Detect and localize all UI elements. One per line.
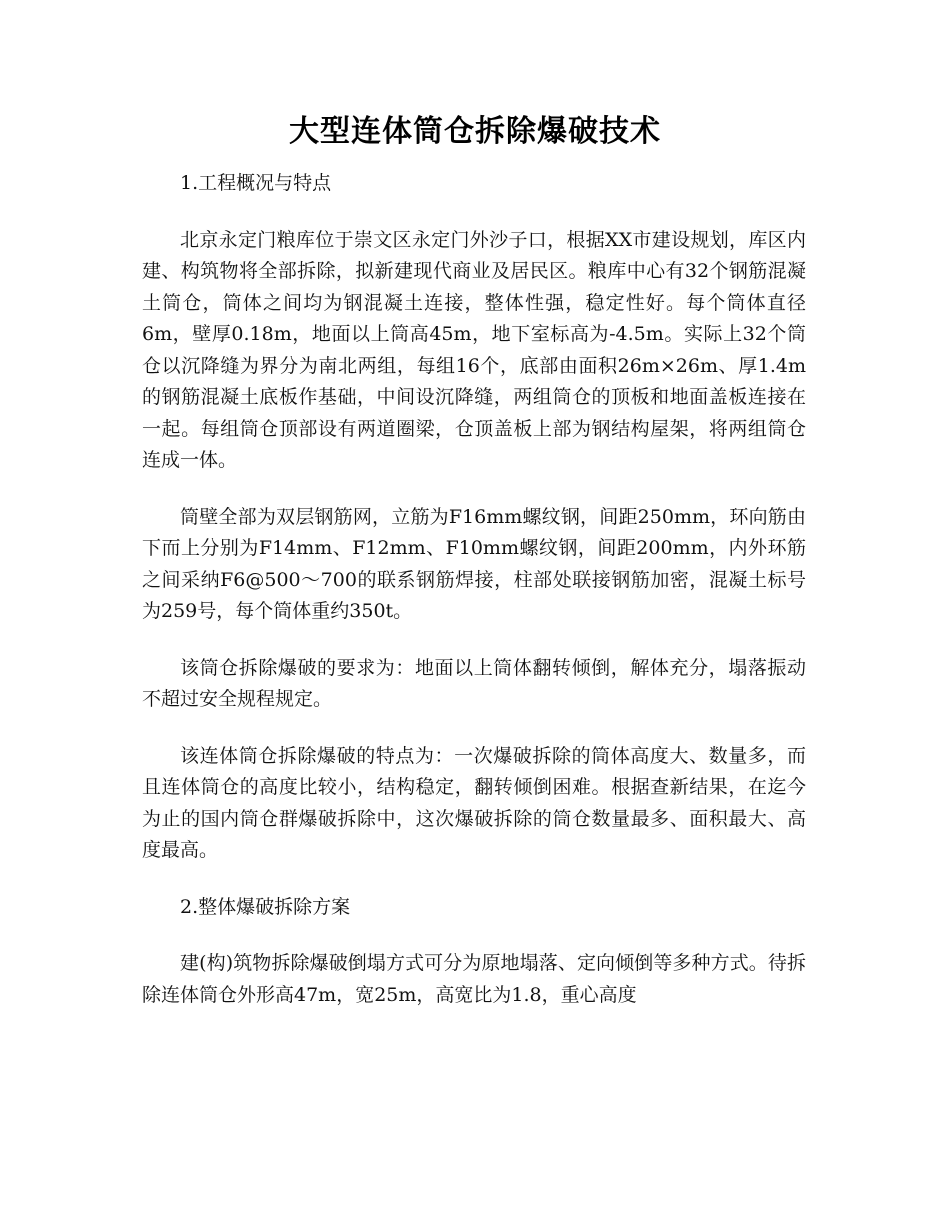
section-heading-2: 2.整体爆破拆除方案 xyxy=(180,895,351,918)
section-heading-1: 1.工程概况与特点 xyxy=(180,172,332,194)
paragraph-requirements: 该筒仓拆除爆破的要求为：地面以上筒体翻转倾倒，解体充分，塌落振动不超过安全规程规定。 xyxy=(142,656,806,710)
document-body xyxy=(142,168,806,1036)
paragraph-demolition-plan: 建(构)筑物拆除爆破倒塌方式可分为原地塌落、定向倾倒等多种方式。待拆除连体筒仓外形高47m，宽25m，高宽比为1.8，重心高度 xyxy=(142,952,806,1006)
document-title: 大型连体筒仓拆除爆破技术 xyxy=(289,114,661,149)
paragraph-reinforcement: 筒壁全部为双层钢筋网，立筋为F16mm螺纹钢，间距250mm，环向筋由下而上分别为F14mm、F12mm、F10mm螺纹钢，间距200mm，内外环筋之间采纳F6@500～700的联系钢筋焊接，柱部处联接钢筋加密，混凝土标号为259号，每个筒体重约350t。 xyxy=(142,505,806,622)
paragraph-project-overview: 北京永定门粮库位于崇文区永定门外沙子口，根据XX市建设规划，库区内建、构筑物将全部拆除，拟新建现代商业及居民区。粮库中心有32个钢筋混凝土筒仓，筒体之间均为钢混凝土连接，整体性强，稳定性好。每个筒体直径6m，壁厚0.18m，地面以上筒高45m，地下室标高为-4.5m。实际上32个筒仓以沉降缝为界分为南北两组，每组16个，底部由面积26m×26m、厚1.4m的钢筋混凝土底板作基础，中间设沉降缝，两组筒仓的顶板和地面盖板连接在一起。每组筒仓顶部设有两道圈梁，仓顶盖板上部为钢结构屋架，将两组筒仓连成一体。 xyxy=(142,228,806,471)
paragraph-characteristics: 该连体筒仓拆除爆破的特点为：一次爆破拆除的筒体高度大、数量多，而且连体筒仓的高度比较小，结构稳定，翻转倾倒困难。根据查新结果，在迄今为止的国内筒仓群爆破拆除中，这次爆破拆除的筒仓数量最多、面积最大、高度最高。 xyxy=(142,744,806,861)
